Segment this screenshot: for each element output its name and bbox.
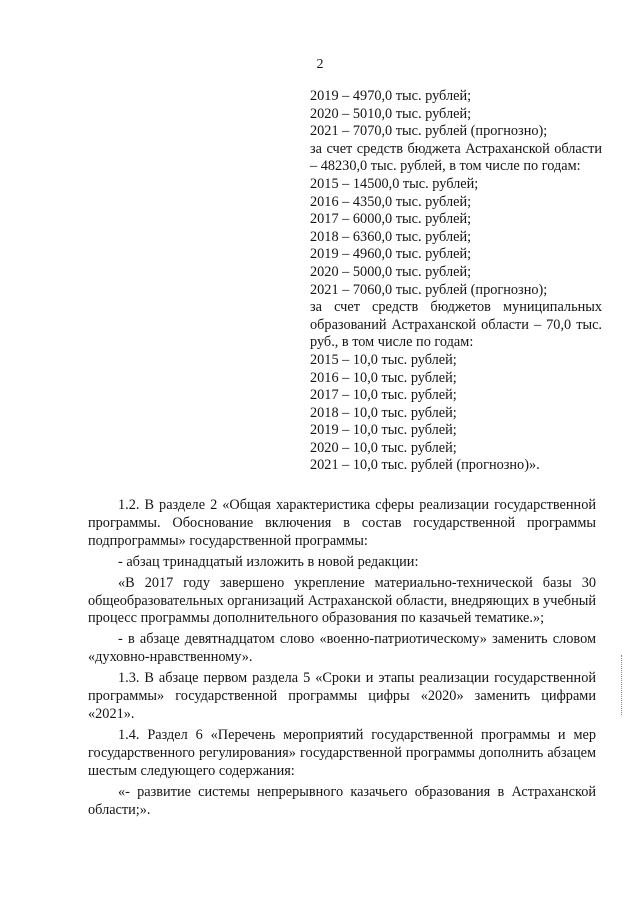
budget-line: 2020 – 10,0 тыс. рублей; bbox=[310, 439, 457, 456]
budget-line: 2017 – 6000,0 тыс. рублей; bbox=[310, 211, 472, 228]
budget-line: 2020 – 5000,0 тыс. рублей; bbox=[310, 263, 472, 280]
amendment-paragraph: 1.2. В разделе 2 «Общая характеристика сферы реализации государственной программы. Обоснование включения в состав государственной программы подпрограммы» государственной программы: bbox=[88, 497, 596, 549]
budget-line: 2018 – 10,0 тыс. рублей; bbox=[310, 404, 457, 421]
budget-line: 2021 – 10,0 тыс. рублей (прогнозно)». bbox=[310, 457, 540, 474]
budget-line: 2015 – 14500,0 тыс. рублей; bbox=[310, 175, 479, 192]
scan-margin-mark bbox=[621, 655, 624, 715]
budget-line: 2018 – 6360,0 тыс. рублей; bbox=[310, 228, 472, 245]
budget-line: 2020 – 5010,0 тыс. рублей; bbox=[310, 105, 472, 122]
budget-line: 2015 – 10,0 тыс. рублей; bbox=[310, 351, 457, 368]
amendments-section bbox=[88, 497, 596, 822]
budget-line: 2016 – 4350,0 тыс. рублей; bbox=[310, 193, 472, 210]
budget-line: 2019 – 10,0 тыс. рублей; bbox=[310, 422, 457, 439]
amendment-quote: «- развитие системы непрерывного казачьего образования в Астраханской области;». bbox=[88, 783, 596, 818]
amendment-paragraph: 1.3. В абзаце первом раздела 5 «Сроки и этапы реализации государственной программы» государственной программы цифры «2020» заменить цифрами «2021». bbox=[88, 670, 596, 722]
amendment-paragraph: - абзац тринадцатый изложить в новой редакции: bbox=[118, 553, 419, 570]
budget-line: 2021 – 7070,0 тыс. рублей (прогнозно); bbox=[310, 123, 548, 140]
municipal-budget-intro: за счет средств бюджетов муниципальных образований Астраханской области – 70,0 тыс. руб., в том числе по годам: bbox=[310, 299, 602, 351]
amendment-paragraph: 1.4. Раздел 6 «Перечень мероприятий государственной программы и мер государственного регулирования» государственной программы дополнить абзацем шестым следующего содержания: bbox=[88, 726, 596, 779]
budget-line: 2019 – 4970,0 тыс. рублей; bbox=[310, 88, 472, 104]
budget-line: 2019 – 4960,0 тыс. рублей; bbox=[310, 246, 472, 263]
budget-line: 2017 – 10,0 тыс. рублей; bbox=[310, 387, 457, 404]
amendment-paragraph: - в абзаце девятнадцатом слово «военно-патриотическому» заменить словом «духовно-нравственному». bbox=[88, 631, 596, 666]
budget-line: 2016 – 10,0 тыс. рублей; bbox=[310, 369, 457, 386]
budget-line: 2021 – 7060,0 тыс. рублей (прогнозно); bbox=[310, 281, 548, 298]
regional-budget-intro: за счет средств бюджета Астраханской области – 48230,0 тыс. рублей, в том числе по годам: bbox=[310, 140, 602, 175]
amendment-quote: «В 2017 году завершено укрепление материально-технической базы 30 общеобразовательных организаций Астраханской области, внедряющих в учебный процесс программы дополнительного образования по казачьей тематике.»; bbox=[88, 574, 596, 627]
budget-breakdown bbox=[310, 88, 602, 475]
page-number: 2 bbox=[316, 57, 324, 72]
